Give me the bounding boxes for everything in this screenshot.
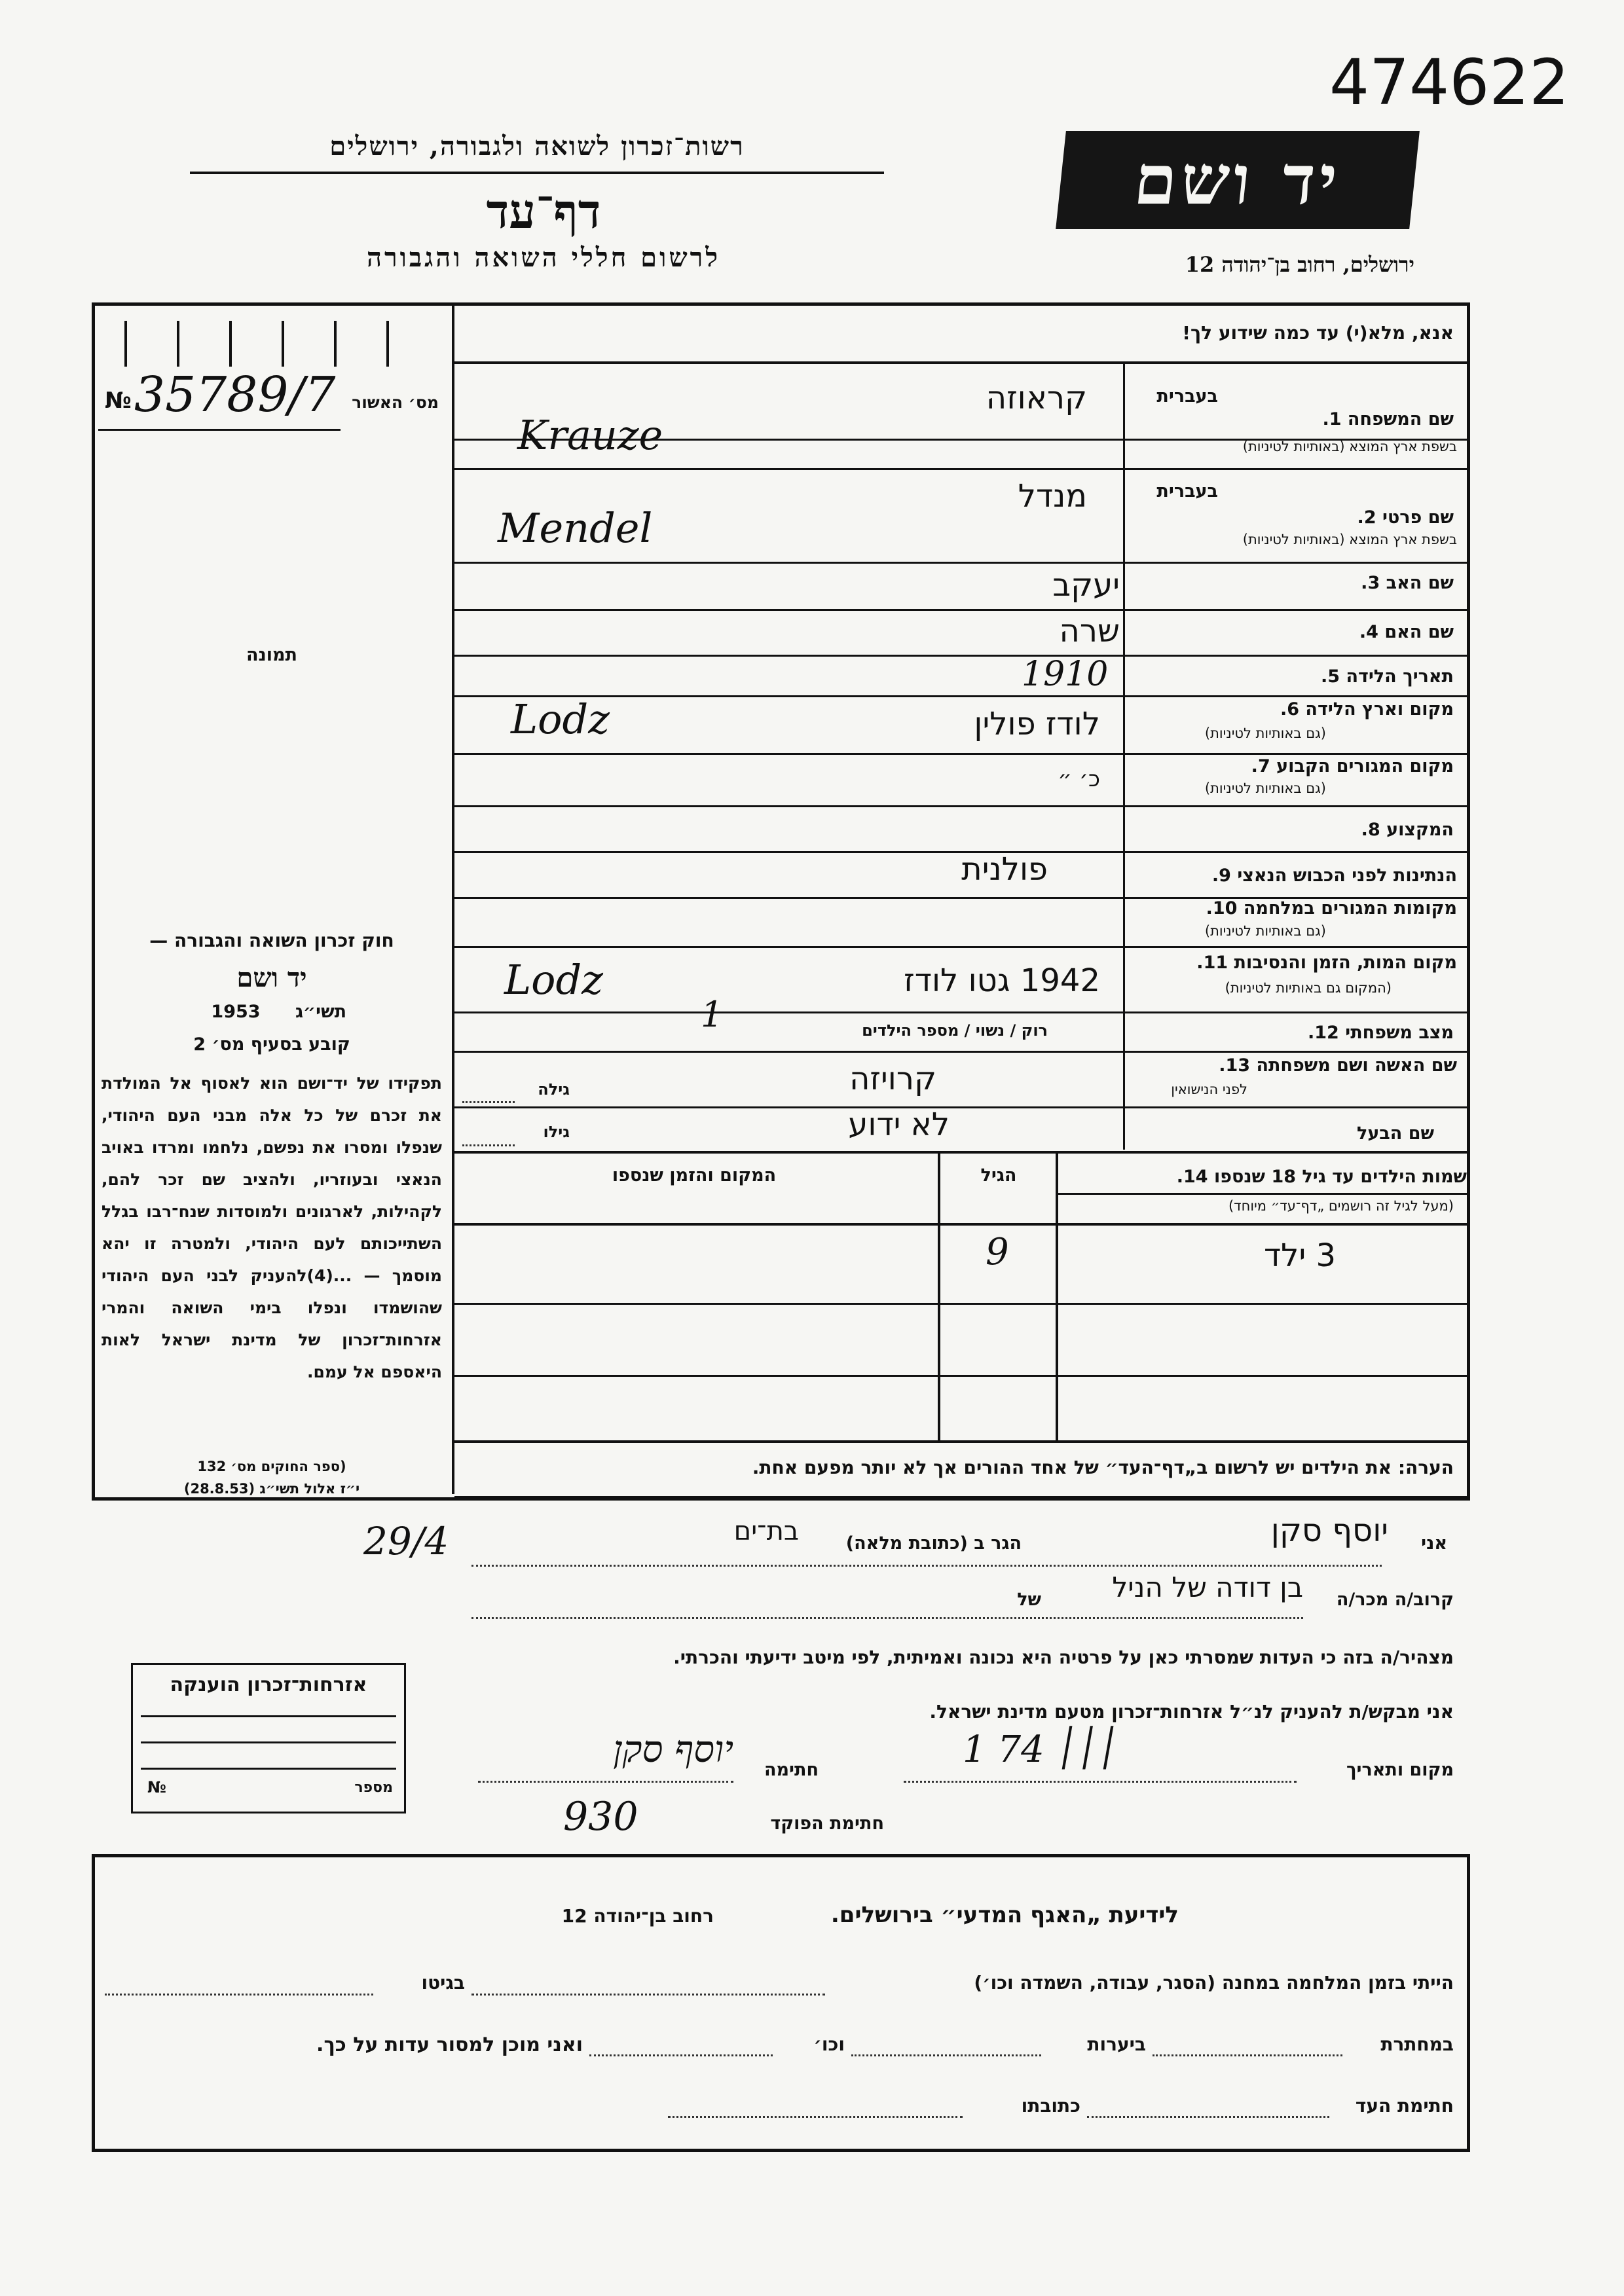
field4-label-text: שם האם (1384, 622, 1454, 642)
field7-value[interactable]: כ׳ ״ (1058, 766, 1100, 792)
footer-line3-a: חתימת העד (1355, 2095, 1454, 2117)
field3-label (1238, 573, 1454, 593)
field11-label (1130, 953, 1457, 973)
field1-sub: בשפת ארץ המוצא (באותיות לטיניות) (1242, 439, 1457, 454)
field10-label (1130, 898, 1457, 919)
law-text: תפקידו של יד־ושם הוא לאסוף אל המולדת את זכרם של כל אלה מבני העם היהודי, שנפלו ומסרו את נפשם, נלחמו ומרדו באויב הנאצי ובעוזריו, ולהציב שם זכר להם, לקהילות, לארגונים ולמוסדות שנח־רבו בגלל השתייכותם לעם היהודי, ולמטרה זו יהא מוסמך — ...(4)להעניק לבני העם היהודי שהושמדו ונפלו בימי השואה והמרי אזרחות־זכרון של מדינת ישראל לאות היאספם אל עמם. (101, 1074, 442, 1381)
field2-label-text: שם פרטי (1382, 507, 1454, 528)
row-line (454, 753, 1468, 755)
citizenship-line (141, 1768, 396, 1770)
archive-number: 474622 (1329, 46, 1570, 119)
declarant-lives-label: הגר ב (כתובת מלאה) (845, 1533, 1022, 1554)
field11-num: 11. (1196, 953, 1228, 973)
form-title: דף־עד (486, 183, 601, 239)
field5-label-text: תאריך הלידה (1346, 666, 1454, 687)
officer-value: 930 (563, 1794, 638, 1840)
field7-label (1238, 756, 1454, 776)
field4-value[interactable]: שרה (1059, 613, 1120, 649)
field5-value[interactable]: 1910 (1022, 655, 1109, 694)
place-date-value[interactable]: 1 ׀׀׀ 74 (963, 1728, 1118, 1771)
field1-value-latin[interactable]: Krauze (517, 411, 663, 459)
field7-sub: (גם באותיות לטיניות) (1204, 780, 1326, 796)
officer-label: חתימת הפוקד (770, 1813, 884, 1834)
footer-line2-field-3 (589, 2054, 773, 2056)
children-label-text: שמות הילדים עד גיל 18 שנספו (1213, 1167, 1467, 1187)
field9-label (1130, 866, 1457, 886)
footer-line1-a: הייתי בזמן המלחמה במחנה (הסגר, עבודה, השמדה וכו׳) (974, 1972, 1454, 1994)
footer-line1-field (471, 1994, 825, 1995)
field2-num: 2. (1357, 507, 1376, 528)
law-source: (ספר החוקים מס׳ 132 (197, 1459, 346, 1474)
row-line (454, 468, 1468, 470)
footer-line3-field-2 (668, 2116, 963, 2118)
logo-text: יד ושם (1130, 139, 1345, 220)
field12-label-text: מצב משפחתי (1345, 1023, 1454, 1043)
row-line (454, 1011, 1468, 1013)
children-col-age: הגיל (980, 1165, 1017, 1186)
photo-label: תמונה (246, 645, 298, 665)
tick (386, 321, 389, 367)
law-year-he: תשי״ג (295, 1002, 347, 1022)
row-line (454, 1106, 1468, 1108)
signature-label: חתימה (764, 1760, 819, 1780)
tick (229, 321, 232, 367)
child-row-1-age[interactable]: 9 (986, 1231, 1009, 1273)
row-line (454, 805, 1468, 807)
authority-underline (190, 172, 884, 174)
place-date-line (904, 1781, 1297, 1783)
note-text: הערה: את הילדים יש לרשום ב„דף־העד״ של אחד ההורים אך לא יותר מפעם אחת. (752, 1457, 1454, 1478)
row-line (454, 655, 1468, 657)
citizenship-number-label: מספר (354, 1779, 393, 1796)
row-line (454, 946, 1468, 948)
declarant-date-mark: 29/4 (363, 1519, 449, 1563)
husband-age-label: גילו (543, 1123, 570, 1141)
children-header-line (1058, 1193, 1467, 1195)
law-year: 1953 (211, 1002, 261, 1022)
field3-label-text: שם האב (1386, 573, 1454, 593)
labels-column-divider (1123, 364, 1125, 1150)
tick (282, 321, 284, 367)
signature-value[interactable]: יוסף סקן (613, 1728, 733, 1771)
field2-value-latin[interactable]: Mendel (498, 504, 653, 552)
field8-label (1238, 820, 1454, 840)
field11-sub: (המקום גם באותיות לטיניות) (1225, 980, 1392, 996)
row-line (454, 562, 1468, 564)
field2-lang: בעברית (1156, 481, 1218, 501)
form-subtitle: לרשום חללי השואה והגבורה (366, 242, 721, 273)
field12-label (1238, 1023, 1454, 1043)
declarant-line-1 (471, 1565, 1382, 1567)
field6-value-he[interactable]: לודז פולין (974, 706, 1100, 742)
signature-line (478, 1781, 733, 1783)
children-row-line (454, 1303, 1468, 1305)
tick (124, 321, 127, 367)
row-line (454, 1151, 1468, 1154)
registration-number: 35789/7 (134, 367, 336, 423)
footer-line2-field-1 (1153, 2054, 1342, 2056)
field4-num: 4. (1359, 622, 1378, 642)
field8-label-text: המקצוע (1386, 820, 1454, 840)
declaration-text: מצהיר/ה בזה כי העדות שמסרתי כאן על פרטיה היא נכונה ואמיתית, לפי מיטב ידיעתי והכרתי. (673, 1647, 1454, 1668)
field6-sub: (גם באותיות לטיניות) (1204, 725, 1326, 741)
field1-label (1238, 409, 1454, 429)
field2-label (1238, 507, 1454, 528)
field13-age-label: גילה (538, 1080, 570, 1099)
children-col-divider (1056, 1154, 1058, 1442)
citizenship-number-prefix: № (147, 1778, 166, 1796)
footer-frame (92, 1854, 1470, 2152)
field12-num: 12. (1308, 1023, 1339, 1043)
husband-age-line (462, 1144, 515, 1146)
declarant-relation-value[interactable]: בן דודה של הניל (1112, 1571, 1303, 1603)
children-header-line (454, 1223, 1468, 1226)
citizenship-line (141, 1715, 396, 1717)
field13-value[interactable]: קרויזה (849, 1061, 936, 1097)
registration-underline (98, 429, 341, 431)
declarant-name[interactable]: יוסף סקן (1270, 1512, 1388, 1549)
children-row-line (454, 1375, 1468, 1377)
declarant-line-2 (471, 1617, 1303, 1619)
footer-line3-b: כתובתו (1021, 2095, 1080, 2117)
field6-label (1238, 699, 1454, 720)
field1-value-he[interactable]: קראוזה (986, 380, 1087, 416)
child-row-1-name[interactable]: 3 ילד (1263, 1237, 1336, 1274)
footer-title: לידיעת „האגף המדעי״ בירושלים. (830, 1902, 1179, 1928)
intro-text: אנא, מלא(י) עד כמה שידוע לך! (1182, 322, 1454, 344)
field10-num: 10. (1206, 898, 1238, 919)
yad-vashem-logo (1056, 131, 1420, 229)
footer-line2-a: במחתרת (1380, 2033, 1454, 2055)
field5-num: 5. (1320, 666, 1340, 687)
field7-num: 7. (1251, 756, 1270, 776)
field13-num: 13. (1219, 1055, 1251, 1076)
field11-label-text: מקום המות, הזמן והנסיבות (1234, 953, 1457, 973)
tick (334, 321, 337, 367)
row-line (454, 609, 1468, 611)
registration-number-prefix: № (105, 388, 132, 414)
law-source-date: י״ז אלול תשי״ג (28.8.53) (183, 1481, 360, 1497)
law-name: יד ושם (236, 962, 307, 993)
header-address: ירושלים, רחוב בן־יהודה 12 (1185, 252, 1414, 277)
footer-line2-d: ואני מוכן למסור עדות על כך. (316, 2033, 583, 2056)
law-title: חוק זכרון השואה והגבורה — (149, 930, 394, 951)
field9-label-text: הנתינות לפני הכבוש הנאצי (1237, 866, 1457, 886)
footer-line1-end (105, 1994, 373, 1995)
intro-line (454, 361, 1468, 364)
declarant-address[interactable]: בת־ים (733, 1516, 799, 1546)
field3-num: 3. (1361, 573, 1380, 593)
declarant-i-label: אני (1421, 1533, 1447, 1554)
footer-line2-c: וכו׳ (813, 2033, 845, 2055)
field9-value[interactable]: פולנית (961, 851, 1048, 888)
husband-value[interactable]: לא ידוע (848, 1106, 950, 1143)
declarant-relation-label: קרוב/ה מכר/ה (1336, 1590, 1454, 1610)
field12-children-count[interactable]: 1 (701, 994, 724, 1035)
field13-label-text: שם האשה ושם משפחתה (1256, 1055, 1457, 1076)
row-line (454, 1051, 1468, 1053)
children-sub: (מעל לגיל זה רושמים „דף־עד״ מיוחד) (1228, 1198, 1454, 1214)
law-clause: קובע בסעיף מס׳ 2 (193, 1034, 350, 1055)
husband-label: שם הבעל (1356, 1123, 1434, 1144)
field8-num: 8. (1361, 820, 1380, 840)
field6-value-latin[interactable]: Lodz (511, 695, 610, 743)
note-underline (454, 1496, 1468, 1499)
footer-line2-field-2 (851, 2054, 1041, 2056)
footer-line2-b: ביערות (1087, 2033, 1146, 2055)
children-col-divider (938, 1154, 940, 1442)
field4-label (1238, 622, 1454, 642)
children-col-place: המקום והזמן שנספו (612, 1165, 777, 1186)
children-label (1061, 1167, 1467, 1187)
field5-label (1238, 666, 1454, 687)
field9-num: 9. (1211, 866, 1231, 886)
field10-sub: (גם באותיות לטיניות) (1204, 923, 1326, 939)
request-text: אני מבקש/ת להעניק לנ״ל אזרחות־זכרון מטעם מדינת ישראל. (929, 1701, 1454, 1722)
field1-lang: בעברית (1156, 386, 1218, 407)
registration-label: מס׳ האשור (352, 393, 439, 412)
field11-value-latin[interactable]: Lodz (504, 956, 603, 1004)
field2-value-he[interactable]: מנדל (1018, 478, 1087, 515)
place-date-label: מקום ותאריך (1346, 1760, 1454, 1780)
field11-value-he[interactable]: 1942 גטו לודז (904, 962, 1100, 999)
footer-line3-field-1 (1087, 2116, 1329, 2118)
registration-ticks (98, 314, 445, 367)
field12-options: רוק / נשוי / מספר הילדים (862, 1021, 1048, 1040)
children-row-line (454, 1440, 1468, 1443)
authority-line: רשות־זכרון לשואה ולגבורה, ירושלים (329, 131, 745, 162)
field7-label-text: מקום המגורים הקבוע (1276, 756, 1454, 776)
footer-line1-b: בגיטו (421, 1972, 465, 1994)
footer-address: רחוב בן־יהודה 12 (561, 1905, 714, 1927)
field1-label-text: שם המשפחה (1347, 409, 1454, 429)
field13-sub: לפני הנישואין (1171, 1082, 1247, 1097)
citizenship-title: אזרחות־זכרון הוענקה (170, 1673, 367, 1696)
field6-num: 6. (1280, 699, 1300, 720)
field10-label-text: מקומות המגורים במלחמה (1243, 898, 1457, 919)
children-num: 14. (1176, 1167, 1208, 1187)
declarant-of-label: של (1017, 1590, 1041, 1610)
field13-age-line (462, 1101, 515, 1103)
citizenship-line (141, 1741, 396, 1743)
field3-value[interactable]: יעקב (1052, 567, 1120, 604)
field2-sub: בשפת ארץ המוצא (באותיות לטיניות) (1242, 532, 1457, 547)
tick (177, 321, 179, 367)
field6-label-text: מקום וארץ הלידה (1305, 699, 1454, 720)
field1-num: 1. (1322, 409, 1342, 429)
field13-label (1130, 1055, 1457, 1076)
